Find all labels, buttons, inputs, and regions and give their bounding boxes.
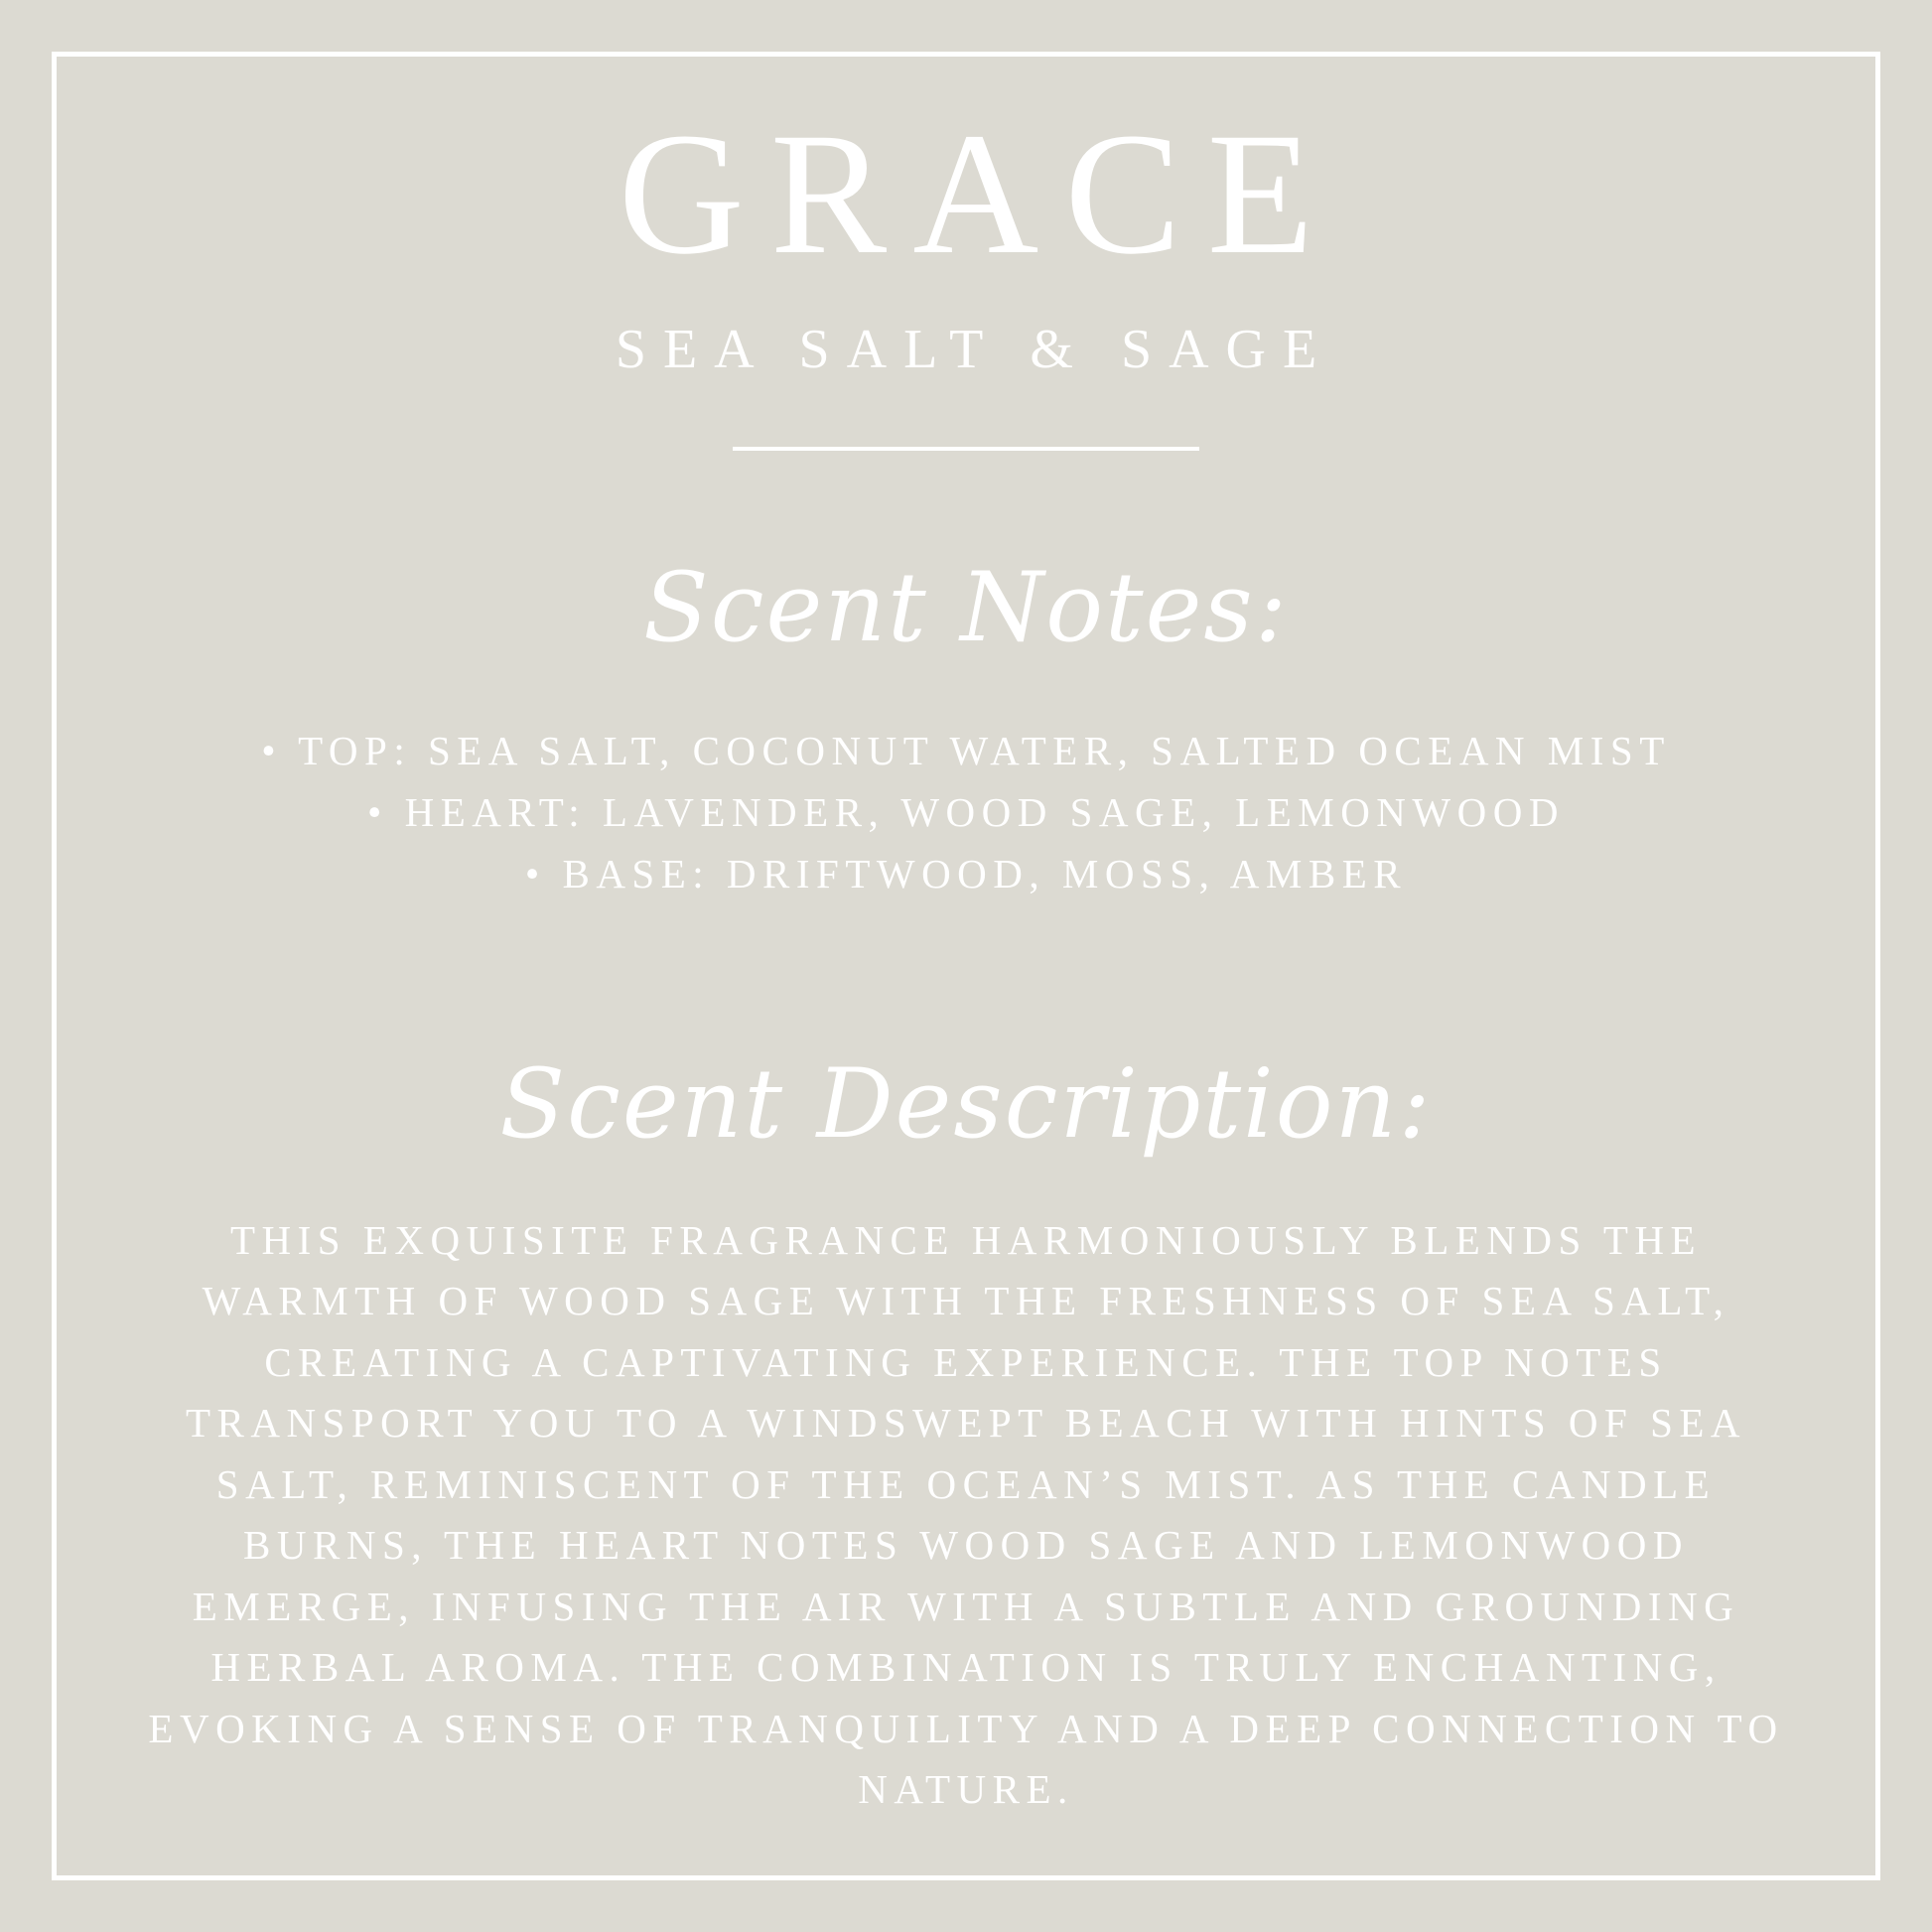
list-item: • BASE: DRIFTWOOD, MOSS, AMBER: [524, 851, 1408, 897]
scent-description-text: THIS EXQUISITE FRAGRANCE HARMONIOUSLY BLENDS THE WARMTH OF WOOD SAGE WITH THE FRESHNESS OF SEA SALT, CREATING A CAPTIVATING EXPERIENCE. THE TOP NOTES TRANSPORT YOU TO A WINDSWEPT BEACH WITH HINTS OF SEA SALT, REMINISCENT OF THE OCEAN’S MIST. AS THE CANDLE BURNS, THE HEART NOTES WOOD SAGE AND LEMONWOOD EMERGE, INFUSING THE AIR WITH A SUBTLE AND GROUNDING HERBAL AROMA. THE COMBINATION IS TRULY ENCHANTING, EVOKING A SENSE OF TRANQUILITY AND A DEEP CONNECTION TO NATURE.: [148, 1216, 1784, 1813]
list-item: • HEART: LAVENDER, WOOD SAGE, LEMONWOOD: [367, 789, 1565, 836]
product-subtitle: SEA SALT & SAGE: [615, 319, 1334, 380]
scent-notes-heading: Scent Notes:: [642, 552, 1290, 663]
divider: [733, 447, 1199, 451]
page-title: GRACE: [618, 97, 1340, 291]
scent-notes-list: [119, 720, 1813, 905]
scent-description-heading: Scent Description:: [499, 1047, 1433, 1160]
list-item: • TOP: SEA SALT, COCONUT WATER, SALTED OCEAN MIST: [261, 727, 1671, 773]
